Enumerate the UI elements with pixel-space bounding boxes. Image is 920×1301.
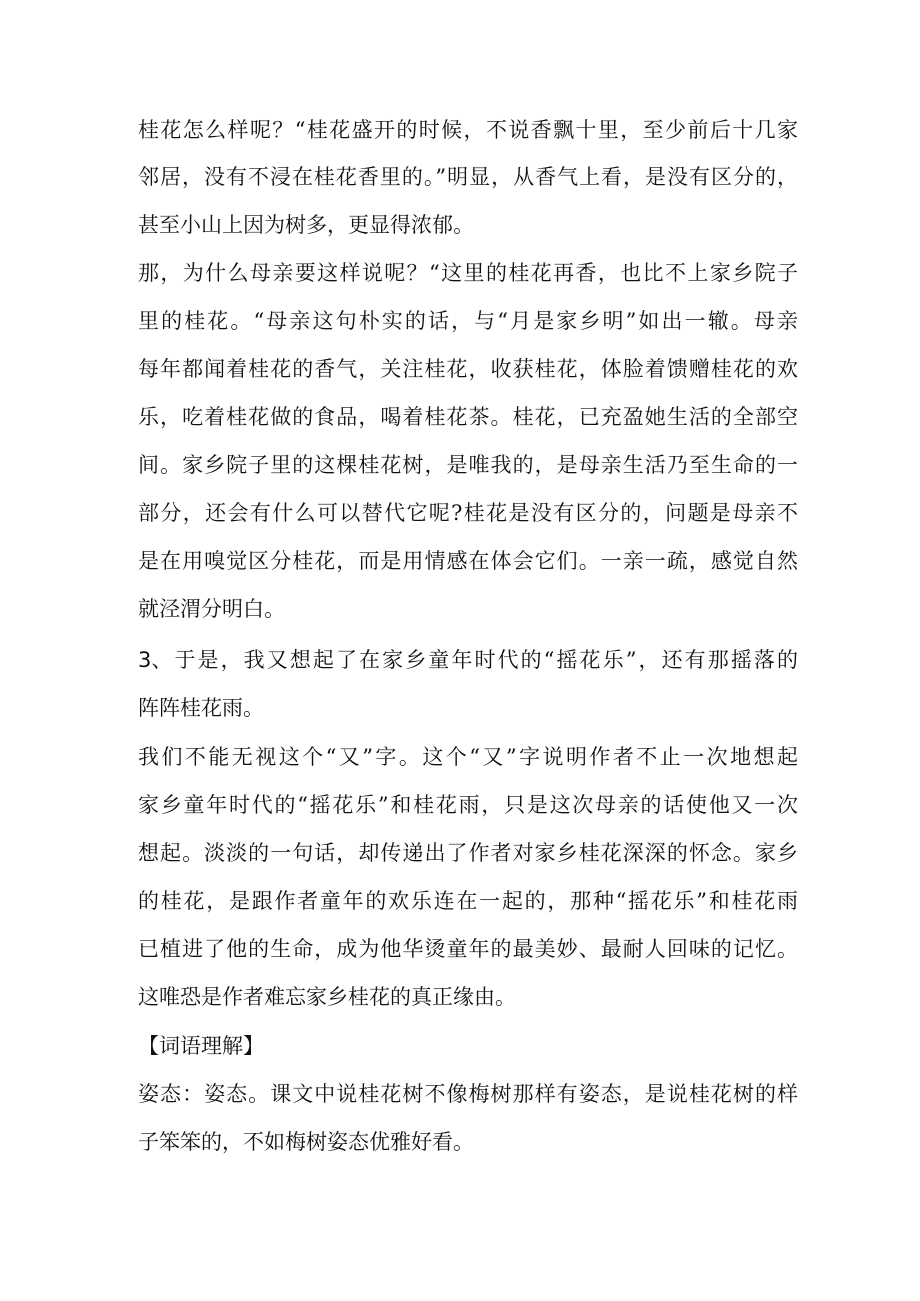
paragraph-4-line-6: 这唯恐是作者难忘家乡桂花的真正缘由。 [138,985,516,1009]
paragraph-6-line-1: 姿态：姿态。课文中说桂花树不像梅树那样有姿态，是说桂花树的样 [138,1082,798,1106]
paragraph-6-line-2: 子笨笨的，不如梅树姿态优雅好看。 [138,1130,474,1154]
section-heading-word-explanation: 【词语理解】 [138,1034,264,1058]
paragraph-4-line-1: 我们不能无视这个“又”字。这个“又”字说明作者不止一次地想起 [138,745,798,769]
paragraph-2-line-5: 间。家乡院子里的这棵桂花树，是唯我的，是母亲生活乃至生命的一 [138,453,798,477]
paragraph-4-line-2: 家乡童年时代的“摇花乐”和桂花雨，只是这次母亲的话使他又一次 [138,793,798,817]
paragraph-4-line-4: 的桂花，是跟作者童年的欢乐连在一起的，那种“摇花乐”和桂花雨 [138,889,798,913]
paragraph-2-line-8: 就泾渭分明白。 [138,597,285,621]
paragraph-2-line-7: 是在用嗅觉区分桂花，而是用情感在体会它们。一亲一疏，感觉自然 [138,549,798,573]
paragraph-1-line-3: 甚至小山上因为树多，更显得浓郁。 [138,213,474,237]
paragraph-2-line-1: 那，为什么母亲要这样说呢？“这里的桂花再香，也比不上家乡院子 [138,261,798,285]
paragraph-2-line-3: 每年都闻着桂花的香气，关注桂花，收获桂花，体脸着馈赠桂花的欢 [138,357,798,381]
paragraph-4-line-3: 想起。淡淡的一句话，却传递出了作者对家乡桂花深深的怀念。家乡 [138,841,798,865]
paragraph-3-line-1-text: 、于是，我又想起了在家乡童年时代的“摇花乐”，还有那摇落的 [151,648,798,672]
paragraph-4-line-5: 已植进了他的生命，成为他华烫童年的最美妙、最耐人回味的记忆。 [138,937,798,961]
paragraph-1-line-1: 桂花怎么样呢？“桂花盛开的时候，不说香飘十里，至少前后十几家 [138,118,798,142]
paragraph-1-line-2: 邻居，没有不浸在桂花香里的。”明显，从香气上看，是没有区分的， [138,165,798,189]
paragraph-3-line-2: 阵阵桂花雨。 [138,696,264,720]
paragraph-2-line-4: 乐，吃着桂花做的食品，喝着桂花茶。桂花，已充盈她生活的全部空 [138,405,798,429]
paragraph-3-line-1 [138,638,798,682]
section-number: 3 [138,648,152,672]
paragraph-2-line-6: 部分，还会有什么可以替代它呢?桂花是没有区分的，问题是母亲不 [138,501,798,525]
paragraph-2-line-2: 里的桂花。“母亲这句朴实的话，与“月是家乡明”如出一辙。母亲 [138,309,798,333]
